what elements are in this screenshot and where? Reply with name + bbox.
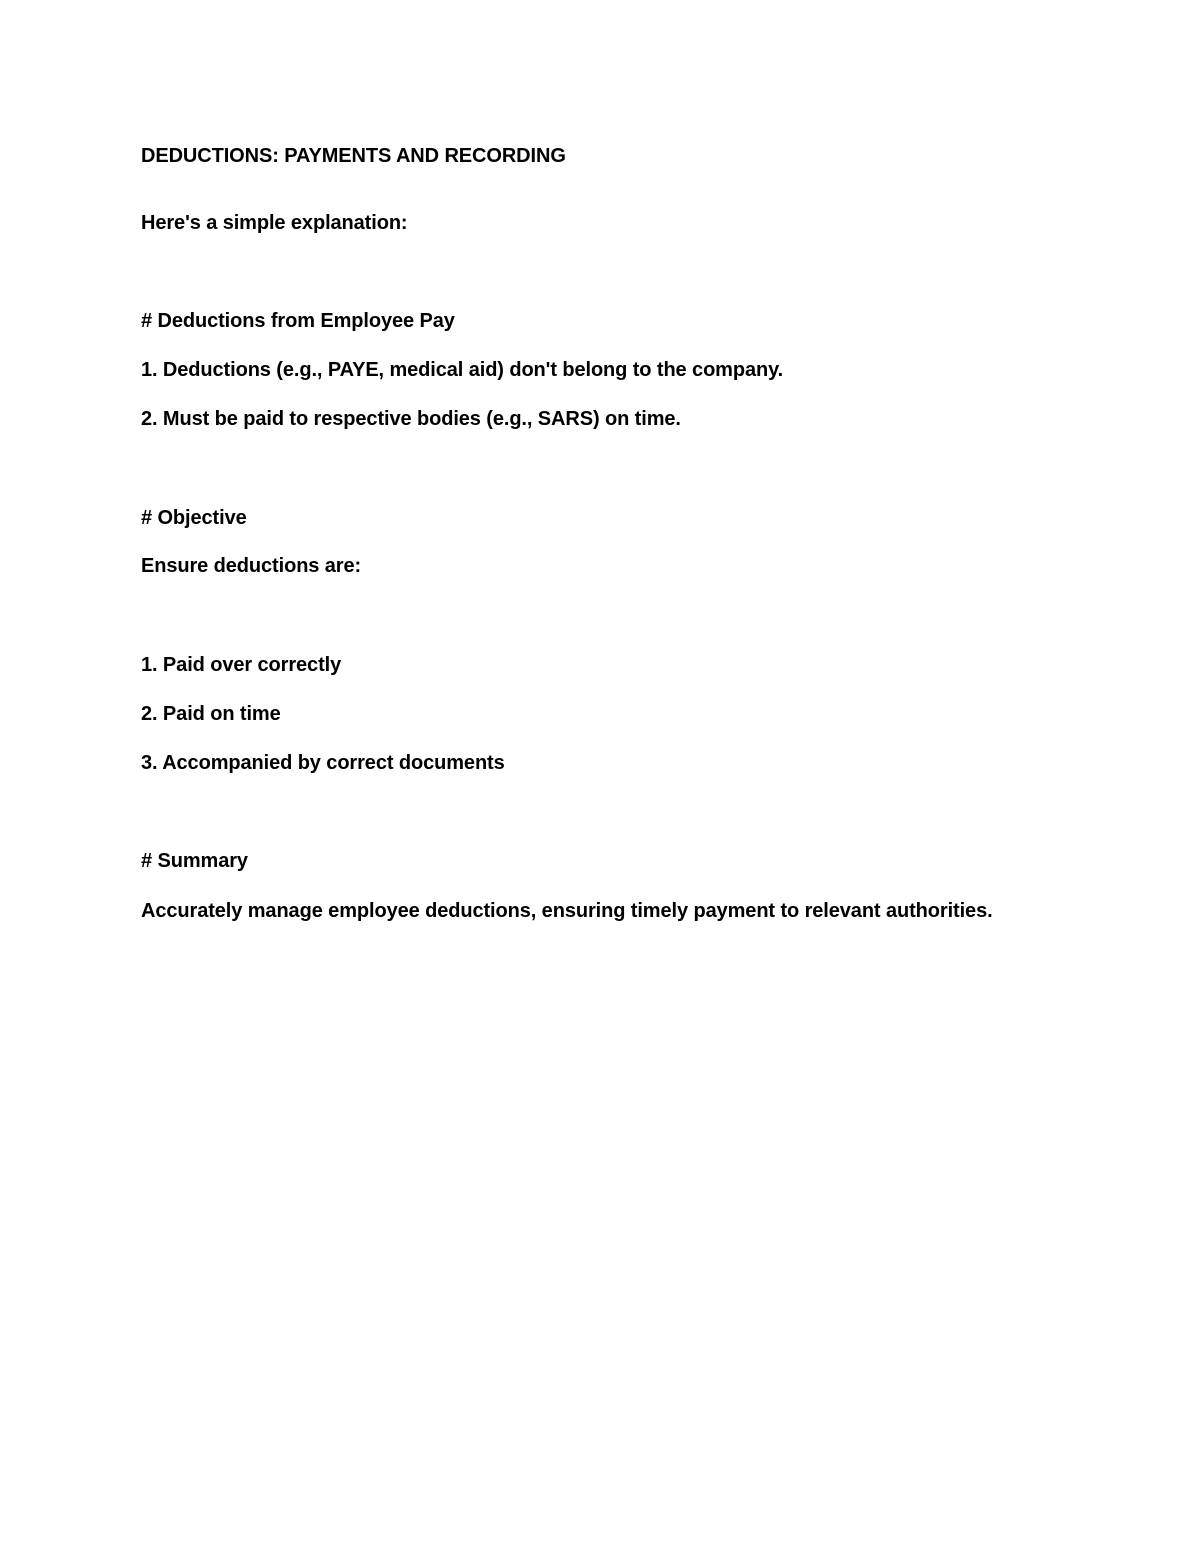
summary-text: Accurately manage employee deductions, ensuring timely payment to relevant authorities. bbox=[141, 900, 993, 922]
section-heading-deductions: # Deductions from Employee Pay bbox=[141, 310, 455, 332]
list-item: 1. Paid over correctly bbox=[141, 654, 342, 676]
list-item: 2. Paid on time bbox=[141, 703, 281, 725]
list-item: 1. Deductions (e.g., PAYE, medical aid) don't belong to the company. bbox=[141, 359, 784, 381]
list-item: 2. Must be paid to respective bodies (e.g., SARS) on time. bbox=[141, 408, 681, 430]
list-item: 3. Accompanied by correct documents bbox=[141, 752, 505, 774]
intro-text: Here's a simple explanation: bbox=[141, 212, 408, 234]
document-title: DEDUCTIONS: PAYMENTS AND RECORDING bbox=[141, 145, 566, 167]
section-heading-summary: # Summary bbox=[141, 850, 248, 872]
objective-lead: Ensure deductions are: bbox=[141, 555, 362, 577]
section-heading-objective: # Objective bbox=[141, 507, 247, 529]
